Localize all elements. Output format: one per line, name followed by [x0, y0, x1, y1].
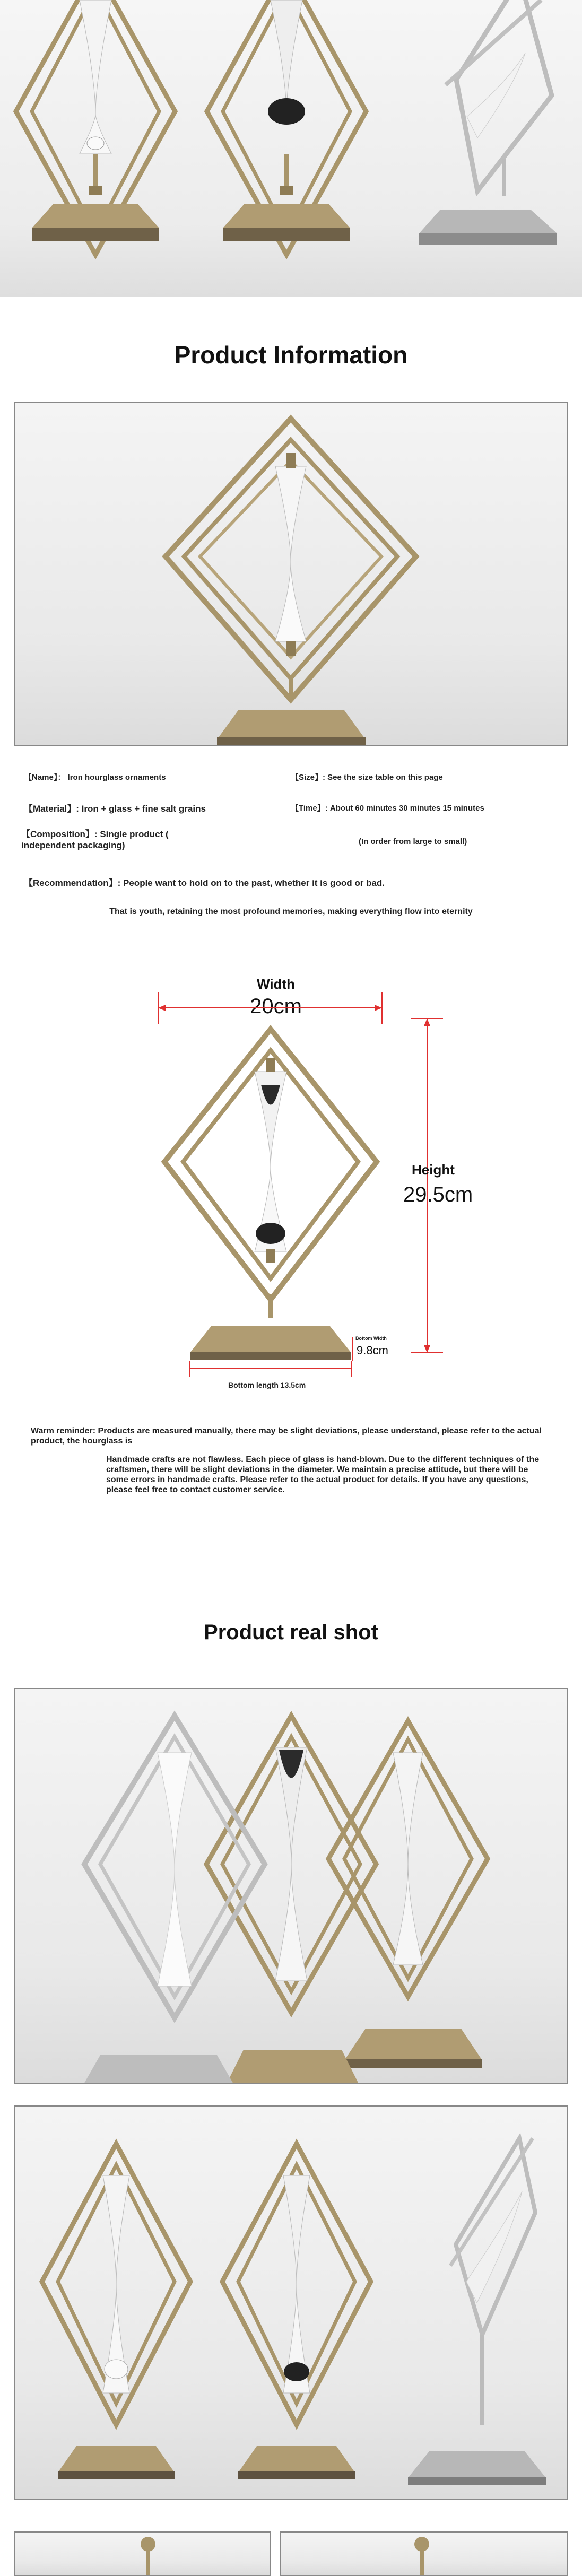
height-value: 29.5cm [403, 1183, 473, 1206]
bottom-length-label: Bottom length 13.5cm [228, 1381, 306, 1389]
info-name: 【Name】： Iron hourglass ornaments [24, 773, 166, 782]
section-title-product-information: Product Information [174, 341, 408, 369]
warm-reminder: Warm reminder: Products are measured manually, there may be slight deviations, please understand, please refer to the actual product, the hourglass is [31, 1426, 542, 1446]
height-label: Height [412, 1162, 455, 1178]
handmade-note: Handmade crafts are not flawless. Each piece of glass is hand-blown. Due to the different techniques of the craftsmen, there will be slight deviations in the diameter. We maintain a precise attitude, but there will be some errors in handmade crafts. Please refer to the actual product for details. If you have any questions, please feel free to contact customer service. [106, 1455, 540, 1494]
detail-photo-left [14, 2531, 271, 2576]
info-tagline: That is youth, retaining the most profound memories, making everything flow into eternity [109, 907, 473, 916]
section-title-real-shot: Product real shot [204, 1621, 378, 1644]
hero-photo [0, 0, 582, 297]
info-material: 【Material】: Iron + glass + fine salt grains [24, 804, 206, 814]
real-shot-photo-2 [14, 2105, 568, 2500]
hourglass-white [16, 0, 175, 255]
info-time: 【Time】: About 60 minutes 30 minutes 15 minutes [291, 804, 484, 813]
width-label: Width [257, 976, 295, 992]
hourglass-black [207, 0, 366, 255]
info-composition: 【Composition】: Single product ( independent packaging) [21, 829, 169, 850]
product-photo-single [14, 402, 568, 746]
width-value: 20cm [250, 995, 302, 1018]
hourglass-silver [419, 0, 557, 245]
real-shot-photo-1 [14, 1688, 568, 2084]
info-size: 【Size】: See the size table on this page [291, 773, 443, 782]
bottom-width-label: Bottom Width [355, 1336, 387, 1341]
info-recommendation: 【Recommendation】: People want to hold on to the past, whether it is good or bad. [24, 878, 385, 888]
info-time-note: (In order from large to small) [359, 837, 467, 846]
detail-photo-right [280, 2531, 568, 2576]
bottom-width-value: 9.8cm [357, 1344, 388, 1357]
